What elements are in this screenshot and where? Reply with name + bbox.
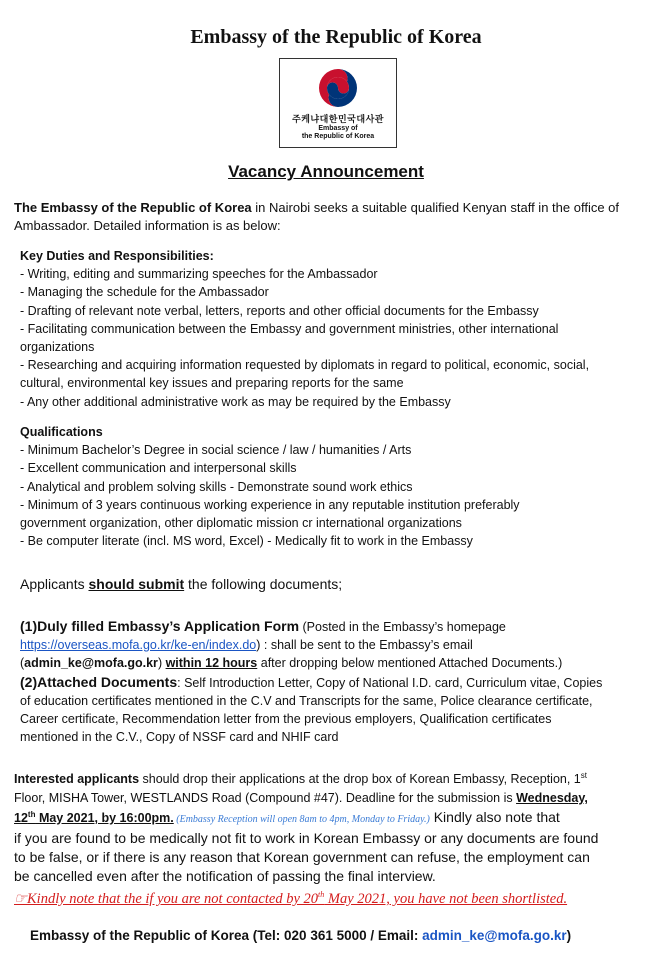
duty-line: - Any other additional administrative work as may be required by the Embassy bbox=[20, 394, 451, 409]
intro-line2: Ambassador. Detailed information is as below: bbox=[14, 218, 281, 233]
interested-paragraph bbox=[14, 770, 654, 886]
email-open-paren: ( bbox=[20, 656, 25, 671]
sup-st: st bbox=[580, 770, 587, 780]
doc2-label: (2)Attached Documents bbox=[20, 673, 178, 690]
duties-heading: Key Duties and Responsibilities: bbox=[20, 249, 214, 263]
footer-email[interactable]: admin_ke@mofa.go.kr bbox=[422, 928, 567, 943]
logo-english-line1: Embassy of bbox=[318, 125, 358, 132]
qualifications-section bbox=[20, 423, 650, 550]
note-sup: th bbox=[318, 890, 325, 900]
doc2-line1: : Self Introduction Letter, Copy of National I.D. card, Curriculum vitae, Copies bbox=[177, 675, 603, 690]
note-pre: Kindly note that the if you are not contacted by 20 bbox=[27, 891, 319, 907]
reception-hours: (Embassy Reception will open 8am to 4pm, Monday to Friday.) bbox=[173, 814, 430, 825]
qualification-line: - Excellent communication and interpersonal skills bbox=[20, 461, 297, 476]
applicants-pre: Applicants bbox=[20, 576, 89, 592]
duty-line: - Managing the schedule for the Ambassador bbox=[20, 285, 269, 300]
interested-line1: should drop their applications at the drop box of Korean Embassy, Reception, 1 bbox=[139, 772, 581, 786]
doc1-label: (1)Duly filled Embassy’s Application Form bbox=[20, 618, 300, 634]
duty-line: cultural, environmental key issues and preparing reports for the same bbox=[20, 376, 404, 391]
deadline-date-rest: May 2021, by 16:00pm. bbox=[35, 811, 174, 825]
note-post: May 2021, you have not been shortlisted. bbox=[324, 891, 568, 907]
also-note: Kindly also note that bbox=[429, 809, 560, 825]
intro-paragraph bbox=[14, 199, 644, 235]
doc1-rest: after dropping below mentioned Attached Documents.) bbox=[257, 656, 563, 671]
doc1-note: (Posted in the Embassy’s homepage bbox=[299, 620, 506, 634]
duty-line: - Facilitating communication between the Embassy and government ministries, other international bbox=[20, 321, 559, 336]
interested-line2: Floor, MISHA Tower, WESTLANDS Road (Compound #47). Deadline for the submission is bbox=[14, 791, 517, 805]
deadline-day: Wednesday, bbox=[516, 791, 588, 805]
documents-list bbox=[20, 617, 650, 746]
doc2-line3: Career certificate, Recommendation letter from the previous employers, Qualification certificates bbox=[20, 712, 552, 727]
within-12-hours: within 12 hours bbox=[165, 656, 258, 671]
qualification-line: - Minimum Bachelor’s Degree in social science / law / humanities / Arts bbox=[20, 443, 412, 458]
doc2-line2: of education certificates mentioned in the C.V and Transcripts for the same, Police clearance certificate, bbox=[20, 693, 593, 708]
duty-line: - Writing, editing and summarizing speeches for the Ambassador bbox=[20, 267, 378, 282]
qualification-line: - Analytical and problem solving skills - Demonstrate sound work ethics bbox=[20, 479, 413, 494]
qualification-line: - Be computer literate (incl. MS word, Excel) - Medically fit to work in the Embassy bbox=[20, 534, 473, 549]
shortlist-note bbox=[14, 891, 654, 908]
embassy-logo bbox=[279, 58, 397, 148]
logo-english-line2: the Republic of Korea bbox=[301, 133, 375, 140]
applicants-post: the following documents; bbox=[184, 576, 343, 592]
doc1-email: admin_ke@mofa.go.kr bbox=[24, 656, 158, 671]
pointing-hand-icon: ☞ bbox=[14, 891, 27, 907]
qualifications-heading: Qualifications bbox=[20, 425, 103, 439]
deadline-sup: th bbox=[27, 809, 36, 819]
intro-line1: in Nairobi seeks a suitable qualified Kenyan staff in the office of bbox=[251, 200, 620, 215]
duty-line: organizations bbox=[20, 340, 95, 355]
homepage-link[interactable]: https://overseas.mofa.go.kr/ke-en/index.do bbox=[20, 638, 257, 653]
qualification-line: government organization, other diplomatic mission cr international organizations bbox=[20, 516, 462, 531]
qualification-line: - Minimum of 3 years continuous working experience in any reputable institution preferably bbox=[20, 497, 520, 512]
interested-line4: if you are found to be medically not fit to work in Korean Embassy or any documents are found bbox=[14, 830, 599, 846]
interested-line6: be cancelled even after the notification of passing the final interview. bbox=[14, 868, 436, 884]
vacancy-heading: Vacancy Announcement bbox=[228, 162, 424, 181]
taegeuk-emblem-icon bbox=[315, 65, 361, 111]
footer-post: ) bbox=[566, 928, 572, 943]
footer-pre: Embassy of the Republic of Korea (Tel: 020 361 5000 / Email: bbox=[30, 928, 423, 943]
deadline-date bbox=[14, 811, 174, 825]
interested-line5: to be false, or if there is any reason that Korean government can refuse, the employment can bbox=[14, 849, 590, 865]
duties-section bbox=[20, 247, 650, 411]
logo-korean-text: 주케냐대한민국대사관 bbox=[292, 114, 384, 124]
duty-line: - Researching and acquiring information requested by diplomats in regard to political, economic, social, bbox=[20, 358, 590, 373]
email-close-paren: ) bbox=[157, 656, 166, 671]
applicants-instruction bbox=[20, 576, 342, 592]
deadline-date-day: 12 bbox=[14, 811, 28, 825]
document-title: Embassy of the Republic of Korea bbox=[190, 26, 482, 48]
interested-bold: Interested applicants bbox=[14, 772, 140, 786]
should-submit-text: should submit bbox=[88, 576, 185, 592]
duty-line: - Drafting of relevant note verbal, letters, reports and other official documents for the Embassy bbox=[20, 303, 539, 318]
doc1-after-url: ) : shall be sent to the Embassy’s email bbox=[256, 638, 473, 653]
footer-contact bbox=[30, 928, 571, 943]
intro-embassy-name: The Embassy of the Republic of Korea bbox=[14, 200, 252, 215]
doc2-line4: mentioned in the C.V., Copy of NSSF card and NHIF card bbox=[20, 730, 339, 745]
